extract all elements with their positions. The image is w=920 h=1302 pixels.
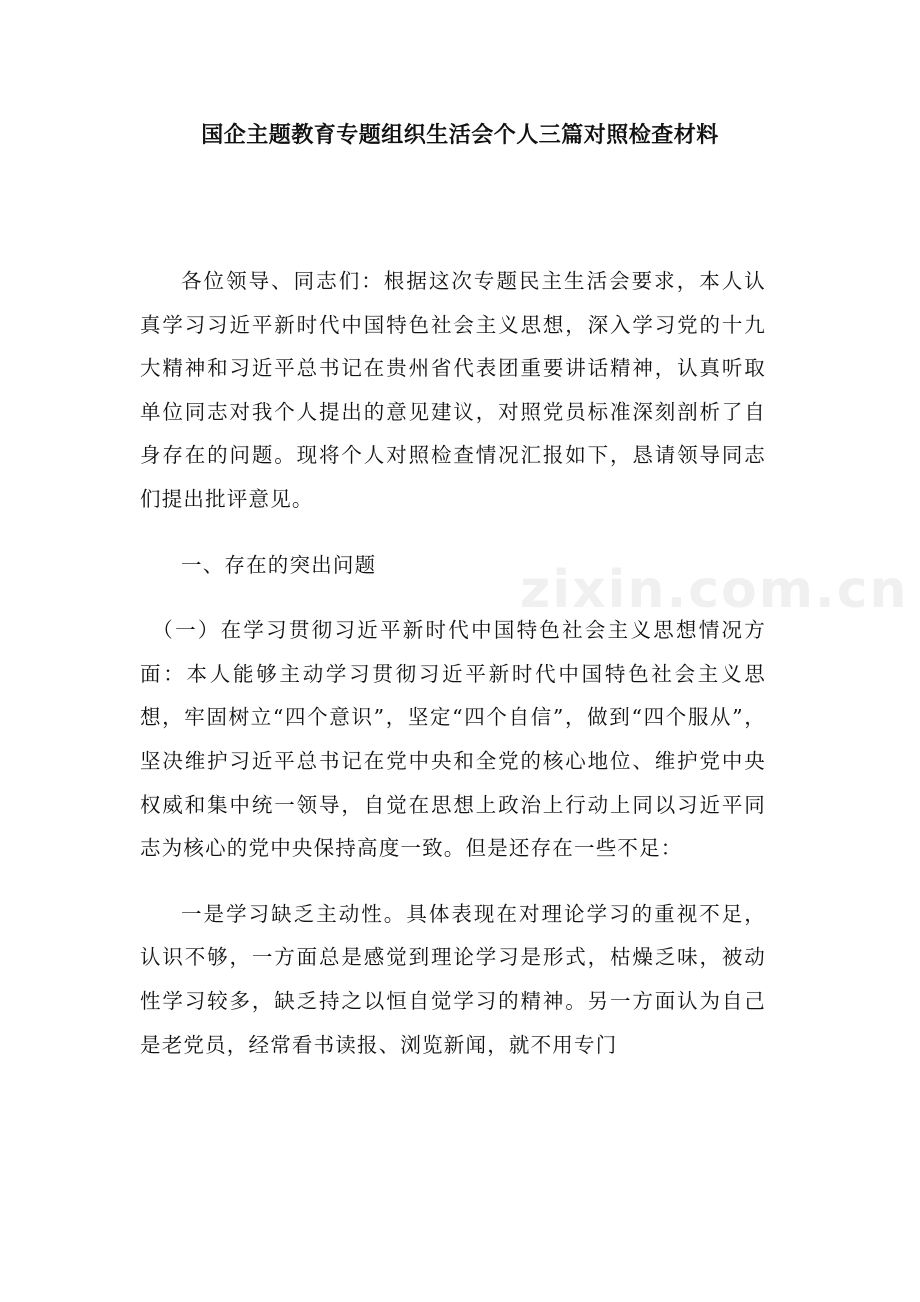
salutation-paragraph: 各位领导、同志们：根据这次专题民主生活会要求，本人认真学习习近平新时代中国特色社会主义思想，深入学习党的十九大精神和习近平总书记在贵州省代表团重要讲话精神，认真听取单位同志对我个人提出的意见建议，对照党员标准深刻剖析了自身存在的问题。现将个人对照检查情况汇报如下，恳请领导同志们提出批评意见。 xyxy=(140,269,766,511)
subsection-paragraph: （一）在学习贯彻习近平新时代中国特色社会主义思想情况方面：本人能够主动学习贯彻习近平新时代中国特色社会主义思想，牢固树立“四个意识”，坚定“四个自信”，做到“四个服从”，坚决维护习近平总书记在党中央和全党的核心地位、维护党中央权威和集中统一领导，自觉在思想上政治上行动上同以习近平同志为核心的党中央保持高度一致。但是还存在一些不足： xyxy=(140,618,766,861)
document-title: 国企主题教育专题组织生活会个人三篇对照检查材料 xyxy=(201,123,719,148)
document-body xyxy=(140,260,766,1089)
section-heading: 一、存在的突出问题 xyxy=(181,552,377,577)
body-paragraph: 一是学习缺乏主动性。具体表现在对理论学习的重视不足，认识不够，一方面总是感觉到理论学习是形式，枯燥乏味，被动性学习较多，缺乏持之以恒自觉学习的精神。另一方面认为自己是老党员，经常看书读报、浏览新闻，就不用专门 xyxy=(140,901,766,1057)
watermark: zixin.com.cn xyxy=(520,560,909,620)
